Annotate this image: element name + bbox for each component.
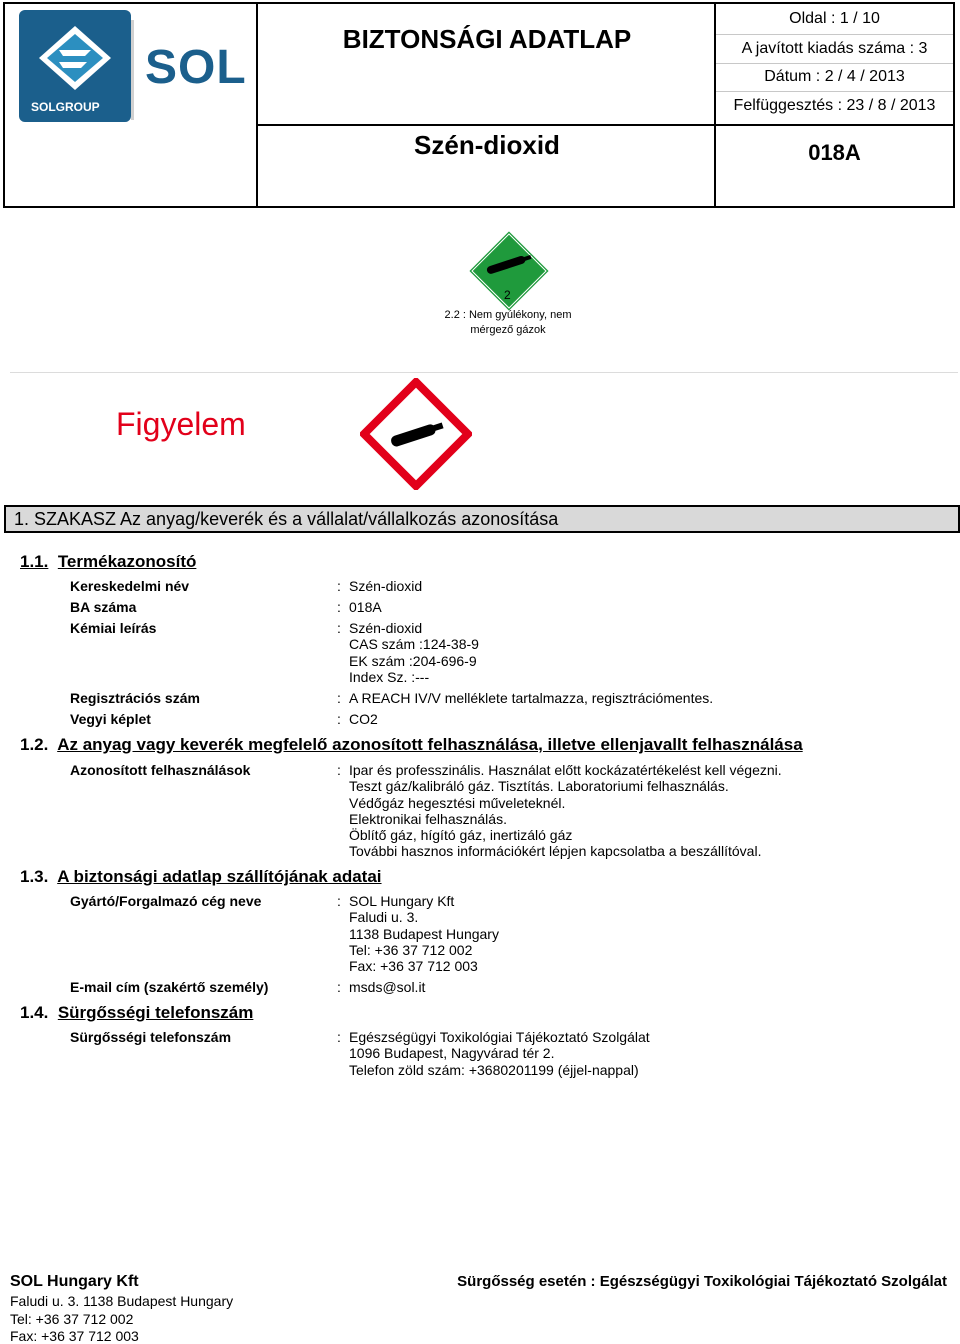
- subsection-1-3-title: [20, 867, 382, 887]
- subsection-1-4-title: [20, 1003, 253, 1023]
- chemical-description-value: [349, 620, 479, 685]
- ba-number-label: BA száma: [70, 599, 137, 615]
- section-1-header: 1. SZAKASZ Az anyag/keverék és a vállalat/vállalkozás azonosítása: [4, 505, 960, 533]
- chemical-line: Index Sz. :---: [349, 668, 430, 685]
- formula-value: CO2: [349, 711, 378, 727]
- supplier-line: 1138 Budapest Hungary: [349, 925, 499, 942]
- trade-name-label: Kereskedelmi név: [70, 578, 190, 594]
- supplier-line: Tel: +36 37 712 002: [349, 941, 473, 958]
- ba-number-value: 018A: [349, 599, 382, 615]
- formula-label: Vegyi képlet: [70, 711, 151, 727]
- trade-name-value: Szén-dioxid: [349, 578, 423, 594]
- logo-group: SOLGROUP: [31, 100, 100, 114]
- subsection-1-1-title: [20, 552, 196, 572]
- emergency-phone-label: Sürgősségi telefonszám: [70, 1029, 232, 1045]
- transport-caption-line: mérgező gázok: [470, 324, 546, 336]
- ghs04-pictogram: [360, 378, 472, 490]
- supplier-line: Faludi u. 3.: [349, 909, 419, 926]
- header-box: [3, 2, 955, 208]
- emergency-phone-value: [349, 1029, 650, 1078]
- emergency-line: Telefon zöld szám: +3680201199 (éjjel-nappal): [349, 1061, 639, 1078]
- subsection-number: 1.1.: [20, 552, 49, 571]
- product-name: Szén-dioxid: [414, 130, 560, 160]
- supersedes-date: Felfüggesztés : 23 / 8 / 2013: [733, 97, 936, 114]
- header-divider: [716, 91, 953, 92]
- adr-class-label: [466, 228, 552, 314]
- colon: :: [337, 1029, 341, 1045]
- signal-word: Figyelem: [116, 406, 246, 442]
- use-line: Elektronikai felhasználás.: [349, 810, 507, 827]
- product-code: 018A: [808, 140, 861, 165]
- identified-uses-value: [349, 762, 782, 860]
- page-number: Oldal : 1 / 10: [789, 10, 880, 27]
- footer-company: SOL Hungary Kft: [10, 1273, 139, 1290]
- footer-address: Faludi u. 3. 1138 Budapest Hungary: [10, 1293, 234, 1309]
- identified-uses-label: Azonosított felhasználások: [70, 762, 251, 778]
- colon: :: [337, 578, 341, 594]
- colon: :: [337, 979, 341, 995]
- colon: :: [337, 711, 341, 727]
- chemical-line: EK szám :204-696-9: [349, 652, 477, 669]
- registration-label: Regisztrációs szám: [70, 690, 200, 706]
- colon: :: [337, 893, 341, 909]
- subsection-number: 1.4.: [20, 1003, 49, 1022]
- subsection-title: Az anyag vagy keverék megfelelő azonosított felhasználása, illetve ellenjavallt felhasználása: [57, 735, 803, 754]
- subsection-title: Sürgősségi telefonszám: [57, 1003, 254, 1022]
- supplier-label: Gyártó/Forgalmazó cég neve: [70, 893, 262, 909]
- use-line: Védőgáz hegesztési műveleteknél.: [349, 794, 566, 811]
- footer-emergency: Sürgősség esetén : Egészségügyi Toxikológiai Tájékoztató Szolgálat: [457, 1273, 947, 1290]
- colon: :: [337, 690, 341, 706]
- divider: [10, 372, 958, 373]
- supplier-line: Fax: +36 37 712 003: [349, 958, 478, 975]
- chemical-line: CAS szám :124-38-9: [349, 636, 479, 653]
- subsection-number: 1.2.: [20, 735, 49, 754]
- use-line: Öblítő gáz, hígító gáz, inertizáló gáz: [349, 827, 573, 844]
- colon: :: [337, 762, 341, 778]
- supplier-value: [349, 893, 499, 974]
- emergency-line: Egészségügyi Toxikológiai Tájékoztató Szolgálat: [349, 1029, 650, 1045]
- registration-value: A REACH IV/V melléklete tartalmazza, regisztrációmentes.: [349, 690, 714, 706]
- transport-caption: [420, 308, 596, 338]
- gas-cylinder-icon: [360, 378, 472, 490]
- revision-date: Dátum : 2 / 4 / 2013: [764, 68, 905, 85]
- colon: :: [337, 599, 341, 615]
- use-line: Ipar és professzinális. Használat előtt kockázatértékelést kell végezni.: [349, 762, 782, 778]
- revision-number: A javított kiadás száma : 3: [741, 40, 928, 57]
- logo-brand: SOL: [145, 41, 247, 94]
- colon: :: [337, 620, 341, 636]
- chemical-description-label: Kémiai leírás: [70, 620, 157, 636]
- doc-title: BIZTONSÁGI ADATLAP: [342, 24, 632, 54]
- use-line: További hasznos információkért lépjen kapcsolatba a beszállítóval.: [349, 843, 762, 860]
- footer-tel: Tel: +36 37 712 002: [10, 1311, 134, 1327]
- subsection-title: A biztonsági adatlap szállítójának adatai: [57, 867, 382, 886]
- use-line: Teszt gáz/kalibráló gáz. Tisztítás. Laboratoriumi felhasználás.: [349, 778, 729, 795]
- header-divider: [256, 124, 953, 126]
- class-number: 2: [504, 288, 511, 302]
- subsection-number: 1.3.: [20, 867, 49, 886]
- subsection-1-2-title: [20, 735, 803, 755]
- email-link[interactable]: msds@sol.it: [349, 979, 426, 995]
- email-label: E-mail cím (szakértő személy): [70, 979, 269, 995]
- footer-fax: Fax: +36 37 712 003: [10, 1328, 139, 1344]
- header-divider: [716, 63, 953, 64]
- transport-caption-line: 2.2 : Nem gyúlékony, nem: [444, 309, 572, 321]
- subsection-title: Termékazonosító: [57, 552, 197, 571]
- supplier-line: SOL Hungary Kft: [349, 893, 455, 909]
- emergency-line: 1096 Budapest, Nagyvárad tér 2.: [349, 1045, 555, 1062]
- chemical-line: Szén-dioxid: [349, 620, 423, 636]
- header-divider: [716, 34, 953, 35]
- sol-logo: [19, 10, 249, 122]
